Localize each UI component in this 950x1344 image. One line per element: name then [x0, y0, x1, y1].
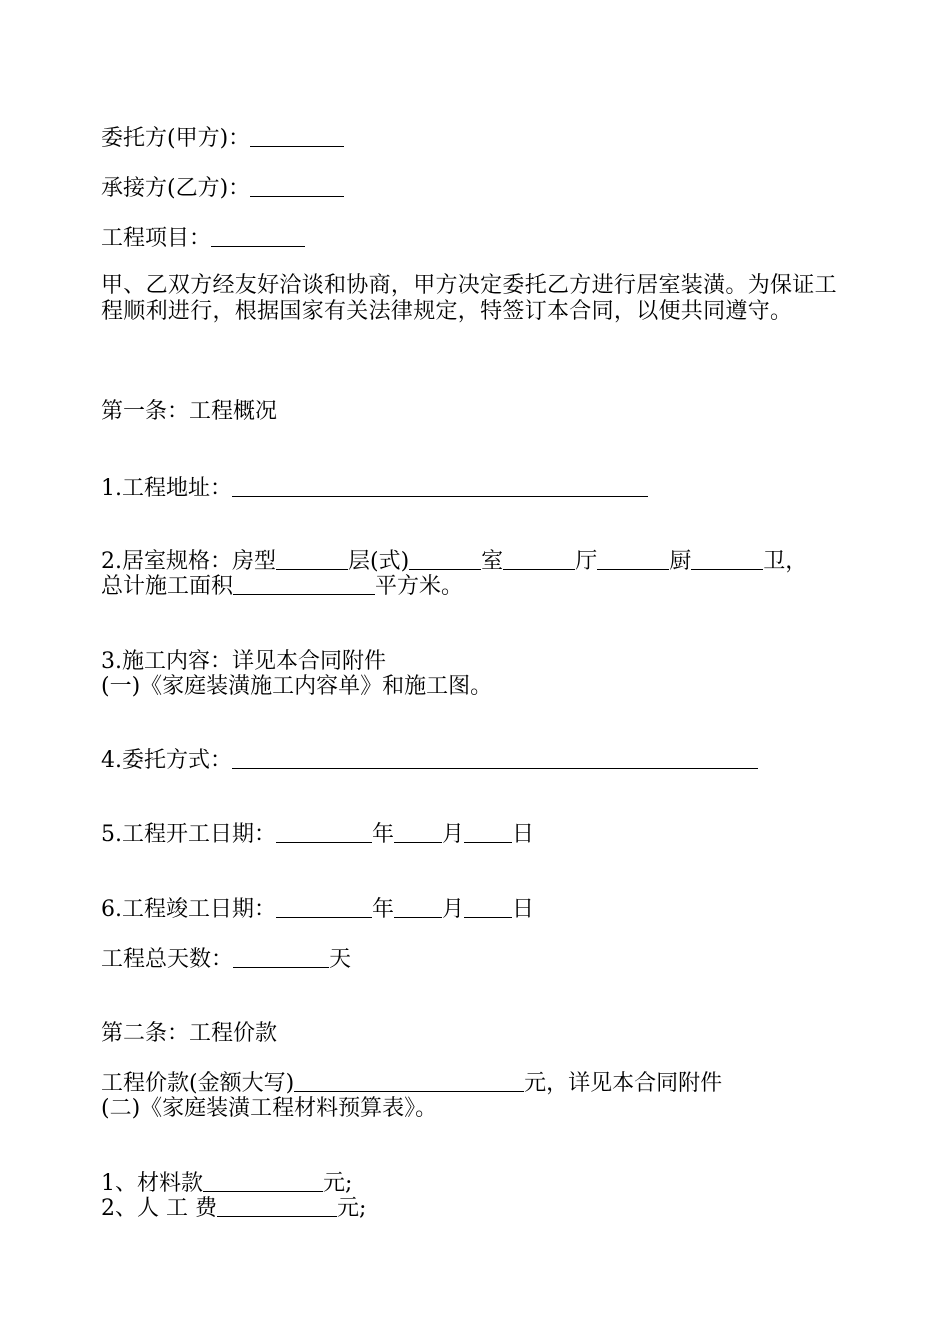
party-b-line	[101, 176, 344, 202]
hall-label: 厅	[575, 549, 598, 574]
cost2-label: 2、人 工 费	[101, 1196, 217, 1221]
cost1-label: 1、材料款	[101, 1171, 203, 1196]
item4-line	[101, 748, 758, 774]
cost1-line	[101, 1171, 352, 1197]
material-cost-blank[interactable]	[203, 1171, 323, 1192]
area-unit: 平方米。	[375, 574, 464, 599]
floor-label: 层(式)	[348, 549, 410, 574]
item2-line2	[101, 574, 463, 600]
item6-label: 6.工程竣工日期：	[101, 897, 276, 922]
address-blank[interactable]	[232, 476, 648, 497]
party-b-label: 承接方(乙方)：	[101, 176, 251, 201]
kitchen-label: 厨	[669, 549, 692, 574]
total-days-line	[101, 947, 351, 973]
item1-line	[101, 476, 648, 502]
hall-blank[interactable]	[597, 549, 669, 570]
price-prefix: 工程价款(金额大写)	[101, 1071, 295, 1096]
item5-line	[101, 822, 534, 848]
item5-label: 5.工程开工日期：	[101, 822, 276, 847]
article2-title: 第二条：工程价款	[101, 1021, 278, 1046]
price-line2: (二)《家庭装潢工程材料预算表》。	[101, 1096, 438, 1121]
party-a-label: 委托方(甲方)：	[101, 126, 251, 151]
start-day-unit: 日	[512, 822, 535, 847]
start-year-unit: 年	[372, 822, 395, 847]
project-blank[interactable]	[211, 226, 305, 247]
project-label: 工程项目：	[101, 226, 212, 251]
item3-line1: 3.施工内容：详见本合同附件	[101, 649, 386, 674]
end-day-unit: 日	[512, 897, 535, 922]
item4-label: 4.委托方式：	[101, 748, 232, 773]
floor-blank[interactable]	[409, 549, 481, 570]
end-month-unit: 月	[442, 897, 465, 922]
cost2-line	[101, 1196, 366, 1222]
party-a-line	[101, 126, 344, 152]
item2-line1	[101, 549, 807, 575]
intro-paragraph: 甲、乙双方经友好洽谈和协商，甲方决定委托乙方进行居室装潢。为保证工程顺利进行，根据国家有关法律规定，特签订本合同，以便共同遵守。	[101, 273, 837, 324]
kitchen-blank[interactable]	[691, 549, 763, 570]
price-suffix: 元，详见本合同附件	[524, 1071, 723, 1096]
total-days-unit: 天	[329, 947, 352, 972]
price-amount-blank[interactable]	[294, 1071, 524, 1092]
labor-cost-blank[interactable]	[217, 1196, 337, 1217]
start-month-blank[interactable]	[394, 822, 442, 843]
end-year-unit: 年	[372, 897, 395, 922]
room-blank[interactable]	[503, 549, 575, 570]
house-type-blank[interactable]	[276, 549, 348, 570]
item3-line2: (一)《家庭装潢施工内容单》和施工图。	[101, 674, 493, 699]
total-days-label: 工程总天数：	[101, 947, 234, 972]
bath-label: 卫，	[763, 549, 808, 574]
end-year-blank[interactable]	[276, 897, 372, 918]
total-days-blank[interactable]	[233, 947, 329, 968]
party-a-blank[interactable]	[250, 126, 344, 147]
commission-method-blank[interactable]	[232, 748, 758, 769]
price-line1	[101, 1071, 722, 1097]
cost2-unit: 元;	[336, 1196, 367, 1221]
item6-line	[101, 897, 534, 923]
end-day-blank[interactable]	[464, 897, 512, 918]
area-blank[interactable]	[233, 574, 375, 595]
party-b-blank[interactable]	[250, 176, 344, 197]
start-year-blank[interactable]	[276, 822, 372, 843]
article1-title: 第一条：工程概况	[101, 399, 278, 424]
start-day-blank[interactable]	[464, 822, 512, 843]
item1-label: 1.工程地址：	[101, 476, 232, 501]
project-line	[101, 226, 305, 252]
cost1-unit: 元;	[323, 1171, 353, 1196]
area-prefix: 总计施工面积	[101, 574, 234, 599]
room-label: 室	[481, 549, 504, 574]
item2-label: 2.居室规格：房型	[101, 549, 276, 574]
start-month-unit: 月	[442, 822, 465, 847]
end-month-blank[interactable]	[394, 897, 442, 918]
